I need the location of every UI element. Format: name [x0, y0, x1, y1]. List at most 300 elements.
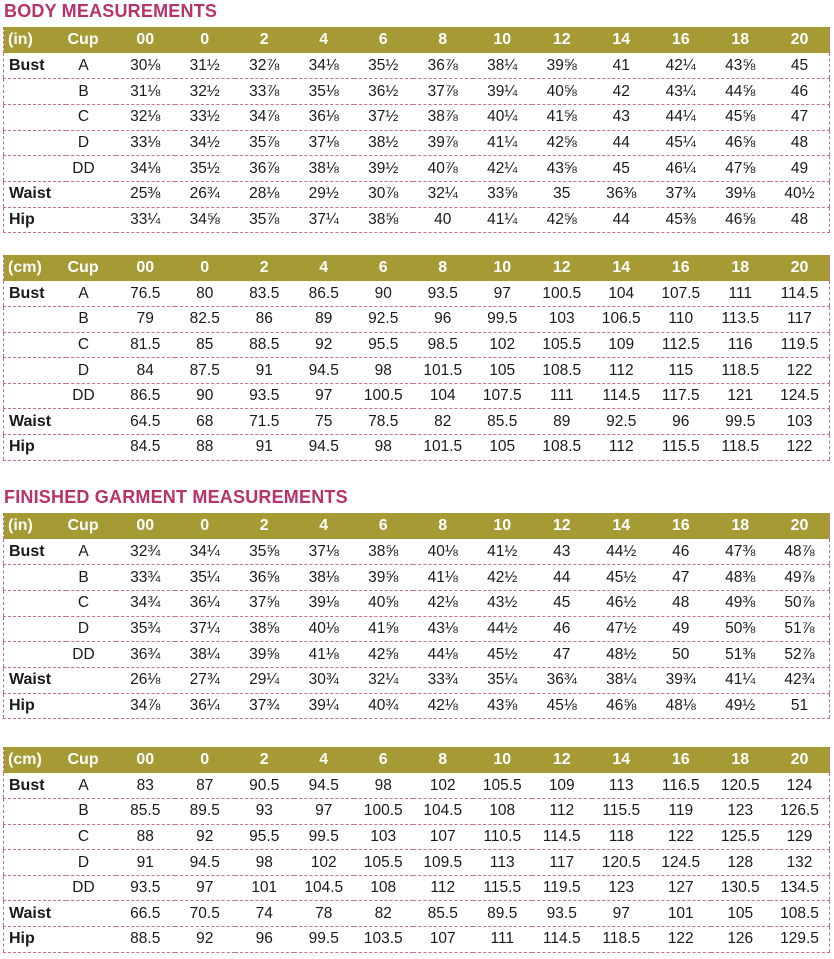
measurement-value: 36⅜	[606, 185, 637, 203]
measurement-value: 112.5	[661, 335, 700, 353]
measurement-value: 87	[196, 776, 214, 794]
cup-label: A	[78, 542, 89, 560]
measurement-value: 42¼	[487, 159, 518, 177]
measurement-value: 35½	[189, 159, 220, 177]
measurement-value: 101.5	[423, 438, 463, 456]
measurement-value: 102	[429, 776, 456, 794]
measurement-label: Waist	[9, 904, 52, 922]
header-row	[4, 27, 830, 53]
measurement-value: 105.5	[542, 335, 582, 353]
size-header: 14	[612, 517, 631, 534]
table-row	[4, 539, 830, 565]
measurement-value: 42½	[487, 568, 518, 586]
measurement-value: 30⅛	[130, 56, 161, 74]
unit-header: (cm)	[8, 259, 42, 276]
measurement-value: 92	[196, 930, 214, 948]
table-row	[4, 901, 830, 927]
measurement-label	[4, 156, 66, 182]
measurement-value: 101	[667, 904, 694, 922]
measurement-value: 27¾	[189, 671, 220, 689]
measurement-value: 47⅝	[725, 159, 756, 177]
measurement-value: 37¾	[665, 185, 696, 203]
table-row	[4, 616, 830, 642]
size-header: 18	[731, 517, 750, 534]
measurement-value: 96	[672, 412, 690, 430]
measurement-value: 134.5	[780, 879, 819, 897]
measurement-value: 86.5	[130, 387, 161, 405]
measurement-value: 91	[255, 438, 273, 456]
measurement-value: 86.5	[308, 284, 339, 302]
measurement-value: 91	[136, 853, 154, 871]
finished-inches-table	[3, 513, 830, 719]
measurement-value: 88	[196, 438, 214, 456]
measurement-value: 42	[612, 82, 630, 100]
measurement-value: 103.5	[363, 930, 403, 948]
cup-label	[66, 181, 116, 207]
size-header: 4	[319, 517, 329, 534]
measurement-value: 74	[255, 904, 273, 922]
measurement-value: 32½	[189, 82, 220, 100]
measurement-value: 43⅝	[725, 56, 756, 74]
size-header: 6	[378, 31, 388, 48]
measurement-value: 115.5	[602, 802, 641, 820]
measurement-value: 92.5	[606, 412, 637, 430]
measurement-value: 35¾	[130, 619, 161, 637]
cup-label: C	[77, 827, 90, 845]
measurement-value: 38⅛	[308, 568, 339, 586]
measurement-value: 49⅜	[725, 594, 756, 612]
measurement-value: 113.5	[721, 310, 760, 328]
measurement-value: 43⅛	[427, 619, 458, 637]
measurement-value: 41½	[487, 542, 518, 560]
measurement-value: 41¼	[725, 671, 756, 689]
table-row	[4, 130, 830, 156]
measurement-value: 48½	[606, 645, 637, 663]
measurement-value: 44½	[606, 542, 637, 560]
measurement-value: 39½	[368, 159, 399, 177]
measurement-value: 96	[255, 930, 273, 948]
measurement-value: 37¼	[308, 210, 339, 228]
size-header: 12	[552, 751, 571, 768]
measurement-value: 119	[668, 802, 694, 820]
measurement-value: 49⅞	[784, 568, 815, 586]
measurement-value: 34⅞	[249, 108, 280, 126]
measurement-value: 92.5	[368, 310, 399, 328]
measurement-value: 28⅛	[249, 185, 280, 203]
measurement-value: 34⅝	[189, 210, 220, 228]
size-header: 2	[259, 259, 269, 276]
measurement-label	[4, 850, 66, 876]
size-header: 16	[671, 517, 690, 534]
measurement-value: 96	[434, 310, 452, 328]
measurement-label: Hip	[9, 438, 35, 456]
measurement-value: 112	[608, 361, 634, 379]
cup-label: D	[77, 133, 90, 151]
measurement-value: 124.5	[780, 387, 819, 405]
measurement-value: 108.5	[542, 361, 582, 379]
measurement-value: 118	[608, 827, 634, 845]
size-header: 4	[319, 31, 329, 48]
measurement-value: 129	[786, 827, 813, 845]
measurement-value: 98	[374, 776, 392, 794]
measurement-value: 122	[786, 361, 813, 379]
measurement-value: 86	[255, 310, 273, 328]
size-header: 16	[671, 31, 690, 48]
measurement-value: 50	[672, 645, 690, 663]
measurement-value: 98	[255, 853, 273, 871]
measurement-value: 42⅝	[368, 645, 399, 663]
size-header: 00	[136, 517, 155, 534]
measurement-label	[4, 332, 66, 358]
measurement-value: 80	[196, 284, 214, 302]
cup-label	[66, 409, 116, 435]
measurement-value: 76.5	[130, 284, 161, 302]
table-row	[4, 53, 830, 79]
measurement-value: 44¼	[665, 108, 696, 126]
size-header: 10	[493, 31, 512, 48]
size-header: 00	[136, 751, 155, 768]
measurement-value: 97	[315, 387, 333, 405]
measurement-value: 50⅞	[784, 594, 815, 612]
measurement-value: 97	[493, 284, 511, 302]
measurement-value: 101.5	[423, 361, 463, 379]
measurement-label: Waist	[9, 185, 52, 203]
measurement-value: 66.5	[130, 904, 161, 922]
measurement-value: 119.5	[542, 879, 581, 897]
measurement-value: 43	[612, 108, 630, 126]
measurement-value: 70.5	[189, 904, 220, 922]
measurement-value: 114.5	[780, 284, 819, 302]
measurement-value: 34⅛	[130, 159, 161, 177]
measurement-value: 40⅛	[427, 542, 458, 560]
measurement-value: 33⅝	[487, 185, 518, 203]
measurement-value: 37⅞	[427, 82, 458, 100]
table-row	[4, 281, 830, 307]
measurement-value: 38½	[368, 133, 399, 151]
measurement-label	[4, 383, 66, 409]
measurement-value: 45⅜	[665, 210, 696, 228]
measurement-value: 112	[549, 802, 575, 820]
measurement-value: 105	[489, 438, 516, 456]
measurement-value: 48⅜	[725, 568, 756, 586]
measurement-value: 90	[374, 284, 392, 302]
measurement-value: 94.5	[308, 361, 339, 379]
size-header: 4	[319, 751, 329, 768]
measurement-value: 97	[315, 802, 333, 820]
measurement-value: 35⅞	[249, 133, 280, 151]
measurement-value: 45¼	[665, 133, 696, 151]
measurement-value: 81.5	[130, 335, 161, 353]
measurement-value: 105	[489, 361, 516, 379]
cup-label	[66, 667, 116, 693]
measurement-value: 34¼	[189, 542, 220, 560]
size-header: 6	[378, 259, 388, 276]
measurement-value: 43⅝	[546, 159, 577, 177]
measurement-label: Bust	[9, 542, 45, 560]
measurement-value: 93.5	[249, 387, 280, 405]
table-row	[4, 927, 830, 953]
measurement-label	[4, 824, 66, 850]
measurement-value: 112	[430, 879, 456, 897]
measurement-value: 82	[374, 904, 392, 922]
table-row	[4, 667, 830, 693]
measurement-value: 85.5	[487, 412, 518, 430]
measurement-value: 110	[668, 310, 694, 328]
measurement-value: 32¼	[427, 185, 458, 203]
table-row	[4, 383, 830, 409]
measurement-value: 105.5	[482, 776, 522, 794]
cup-label	[66, 927, 116, 953]
measurement-value: 87.5	[189, 361, 220, 379]
measurement-value: 91	[255, 361, 273, 379]
measurement-value: 118.5	[602, 930, 641, 948]
measurement-value: 38⅝	[368, 542, 399, 560]
measurement-label	[4, 79, 66, 105]
measurement-value: 37⅝	[249, 594, 280, 612]
measurement-value: 41¼	[487, 133, 518, 151]
measurement-value: 109	[608, 335, 635, 353]
measurement-value: 38¼	[487, 56, 518, 74]
measurement-label	[4, 307, 66, 333]
cup-label: D	[77, 361, 90, 379]
header-row	[4, 513, 830, 539]
table-row	[4, 181, 830, 207]
measurement-value: 93.5	[130, 879, 161, 897]
measurement-value: 40¼	[487, 108, 518, 126]
cup-label: B	[78, 310, 89, 328]
measurement-value: 40¾	[368, 696, 399, 714]
measurement-value: 42⅝	[546, 210, 577, 228]
measurement-value: 94.5	[308, 438, 339, 456]
measurement-value: 40⅝	[368, 594, 399, 612]
measurement-value: 45½	[487, 645, 518, 663]
size-header: 00	[136, 259, 155, 276]
cup-label: DD	[72, 645, 95, 663]
measurement-label	[4, 642, 66, 668]
measurement-value: 35¼	[487, 671, 518, 689]
measurement-value: 85	[196, 335, 214, 353]
measurement-value: 52⅞	[784, 645, 815, 663]
measurement-value: 26¾	[189, 185, 220, 203]
unit-header: (in)	[8, 517, 33, 534]
measurement-value: 100.5	[542, 284, 582, 302]
cup-header: Cup	[67, 517, 99, 534]
measurement-value: 129.5	[780, 930, 819, 948]
measurement-value: 122	[667, 827, 694, 845]
measurement-value: 128	[727, 853, 754, 871]
cup-label: C	[77, 108, 90, 126]
measurement-value: 31⅛	[130, 82, 161, 100]
body-measurements-title: BODY MEASUREMENTS	[4, 1, 218, 21]
measurement-value: 98	[374, 361, 392, 379]
measurement-value: 41	[612, 56, 630, 74]
measurement-value: 117	[549, 853, 575, 871]
measurement-value: 43¼	[665, 82, 696, 100]
measurement-value: 112	[608, 438, 634, 456]
measurement-value: 79	[136, 310, 154, 328]
measurement-value: 45	[553, 594, 571, 612]
measurement-value: 115.5	[483, 879, 522, 897]
measurement-value: 68	[196, 412, 214, 430]
measurement-value: 98.5	[427, 335, 458, 353]
measurement-value: 99.5	[487, 310, 518, 328]
measurement-label	[4, 130, 66, 156]
measurement-value: 108.5	[780, 904, 819, 922]
cup-label: D	[77, 619, 90, 637]
measurement-label: Hip	[9, 930, 35, 948]
size-header: 20	[790, 259, 809, 276]
measurement-value: 45½	[606, 568, 637, 586]
table-row	[4, 358, 830, 384]
measurement-value: 38¼	[606, 671, 637, 689]
measurement-value: 42⅝	[546, 133, 577, 151]
cup-label: B	[78, 568, 89, 586]
measurement-value: 41⅛	[427, 568, 458, 586]
measurement-value: 114.5	[542, 930, 581, 948]
measurement-label: Waist	[9, 412, 52, 430]
table-row	[4, 79, 830, 105]
measurement-value: 38⅞	[427, 108, 458, 126]
measurement-value: 33¾	[130, 568, 161, 586]
measurement-value: 46	[790, 82, 809, 100]
measurement-value: 39¼	[487, 82, 518, 100]
measurement-value: 42¾	[784, 671, 815, 689]
size-header: 0	[200, 31, 210, 48]
measurement-value: 44	[612, 133, 630, 151]
measurement-value: 113	[489, 853, 515, 871]
measurement-value: 83.5	[249, 284, 280, 302]
measurement-value: 114.5	[602, 387, 641, 405]
table-row	[4, 799, 830, 825]
cup-label	[66, 693, 116, 719]
size-header: 18	[731, 31, 750, 48]
measurement-value: 101	[251, 879, 278, 897]
measurement-value: 26⅛	[130, 671, 161, 689]
measurement-value: 46⅝	[606, 696, 637, 714]
cup-label	[66, 207, 116, 233]
size-header: 0	[200, 259, 210, 276]
measurement-value: 37½	[368, 108, 399, 126]
size-header: 20	[790, 31, 809, 48]
measurement-value: 113	[608, 776, 634, 794]
size-header: 14	[612, 751, 631, 768]
measurement-value: 104.5	[423, 802, 463, 820]
measurement-value: 71.5	[249, 412, 280, 430]
measurement-value: 104	[429, 387, 456, 405]
table-row	[4, 824, 830, 850]
measurement-value: 126	[727, 930, 754, 948]
measurement-value: 29¼	[249, 671, 280, 689]
measurement-label	[4, 875, 66, 901]
cup-label: DD	[72, 387, 95, 405]
size-header: 10	[493, 259, 512, 276]
measurement-value: 42⅛	[427, 696, 458, 714]
measurement-value: 107.5	[661, 284, 701, 302]
measurement-value: 90.5	[249, 776, 280, 794]
measurement-label: Bust	[9, 284, 45, 302]
measurement-value: 44	[553, 568, 571, 586]
size-header: 16	[671, 751, 690, 768]
measurement-value: 100.5	[363, 387, 403, 405]
measurement-value: 126.5	[780, 802, 819, 820]
size-header: 2	[259, 751, 269, 768]
cup-label: C	[77, 335, 90, 353]
measurement-value: 48	[790, 133, 809, 151]
measurement-value: 110.5	[483, 827, 522, 845]
measurement-value: 107	[429, 827, 456, 845]
measurement-value: 111	[490, 930, 515, 948]
measurement-value: 125.5	[720, 827, 760, 845]
size-header: 2	[259, 517, 269, 534]
measurement-label	[4, 358, 66, 384]
measurement-value: 40⅛	[308, 619, 339, 637]
size-header: 0	[200, 517, 210, 534]
measurement-value: 35⅛	[308, 82, 339, 100]
measurement-value: 38⅛	[308, 159, 339, 177]
body-cm-table	[3, 255, 830, 461]
measurement-value: 36¾	[130, 645, 161, 663]
measurement-value: 122	[667, 930, 694, 948]
measurement-value: 122	[786, 438, 813, 456]
measurement-value: 103	[786, 412, 813, 430]
measurement-value: 48⅞	[784, 542, 815, 560]
header-row	[4, 747, 830, 773]
measurement-value: 36⅝	[249, 568, 280, 586]
table-row	[4, 307, 830, 333]
measurement-value: 105.5	[363, 853, 403, 871]
measurement-value: 44⅝	[725, 82, 756, 100]
measurement-value: 99.5	[725, 412, 756, 430]
measurement-value: 46½	[606, 594, 637, 612]
size-header: 10	[493, 517, 512, 534]
measurement-value: 119.5	[780, 335, 819, 353]
measurement-value: 93	[255, 802, 273, 820]
measurement-value: 40½	[784, 185, 815, 203]
cup-label	[66, 901, 116, 927]
measurement-value: 107.5	[482, 387, 522, 405]
measurement-value: 35⅝	[249, 542, 280, 560]
cup-label: A	[78, 284, 89, 302]
measurement-value: 30¾	[308, 671, 339, 689]
measurement-value: 102	[310, 853, 337, 871]
measurement-value: 32¼	[368, 671, 399, 689]
table-row	[4, 207, 830, 233]
measurement-value: 36⅞	[249, 159, 280, 177]
finished-cm-table	[3, 747, 830, 953]
cup-label: DD	[72, 159, 95, 177]
measurement-value: 104	[608, 284, 635, 302]
size-header: 2	[259, 31, 269, 48]
measurement-value: 34⅞	[130, 696, 161, 714]
measurement-value: 39⅝	[368, 568, 399, 586]
measurement-value: 43⅝	[487, 696, 518, 714]
cup-label: B	[78, 82, 89, 100]
cup-label: B	[78, 802, 89, 820]
unit-header: (cm)	[8, 751, 42, 768]
measurement-value: 40⅞	[427, 159, 458, 177]
measurement-value: 89.5	[189, 802, 220, 820]
measurement-value: 85.5	[130, 802, 161, 820]
table-row	[4, 850, 830, 876]
measurement-value: 32⅞	[249, 56, 280, 74]
measurement-value: 43½	[487, 594, 518, 612]
measurement-value: 109.5	[423, 853, 463, 871]
size-header: 00	[136, 31, 155, 48]
measurement-value: 31½	[189, 56, 220, 74]
measurement-value: 97	[196, 879, 214, 897]
cup-header: Cup	[67, 31, 99, 48]
measurement-value: 45	[612, 159, 630, 177]
